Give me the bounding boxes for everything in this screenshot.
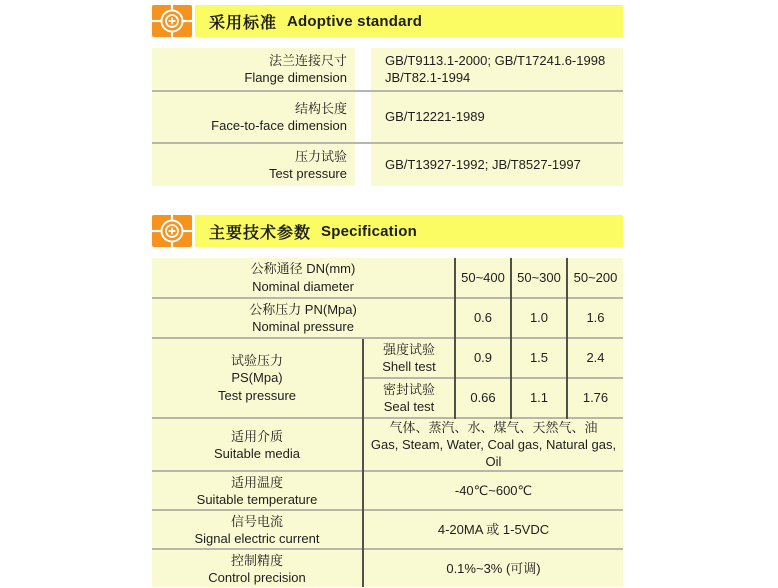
cell-value: 50~200 xyxy=(567,258,623,298)
value-suitable-temperature: -40℃~600℃ xyxy=(363,471,623,510)
table-row-control-precision xyxy=(152,549,623,587)
adoptive-standard-table xyxy=(152,48,623,186)
value-line: JB/T82.1-1994 xyxy=(385,70,471,85)
cell-value: 1.6 xyxy=(567,298,623,338)
value-line: GB/T13927-1992; JB/T8527-1997 xyxy=(385,157,581,173)
label-en: Seal test xyxy=(383,399,435,414)
table-row-signal-current xyxy=(152,510,623,549)
column-gap xyxy=(355,91,371,143)
label-zh: 结构长度 xyxy=(294,100,347,116)
section-specification xyxy=(152,215,623,587)
row-value-flange xyxy=(371,48,623,91)
label-en: Suitable media xyxy=(214,445,300,461)
section-title-bar xyxy=(195,215,623,247)
table-row-suitable-media xyxy=(152,418,623,471)
label-zh: 适用温度 xyxy=(230,474,283,490)
section-title-zh: 采用标准 xyxy=(209,14,278,32)
label-zh: 公称压力 PN(Mpa) xyxy=(249,301,357,317)
label-zh: 信号电流 xyxy=(230,513,283,529)
section-header xyxy=(152,5,623,37)
label-en: Face-to-face dimension xyxy=(211,118,347,133)
cell-value: 50~300 xyxy=(511,258,567,298)
column-gap xyxy=(355,48,371,91)
label-nominal-diameter xyxy=(152,258,455,298)
table-row xyxy=(152,48,623,91)
value-line: GB/T9113.1-2000; GB/T17241.6-1998 xyxy=(385,52,606,68)
cell-value: 1.0 xyxy=(511,298,567,338)
column-gap xyxy=(355,143,371,186)
section-title-bar xyxy=(195,5,623,37)
value-zh: 气体、蒸汽、水、煤气、天然气、油 xyxy=(389,420,598,435)
section-title-en: Specification xyxy=(321,222,417,240)
value-line: GB/T12221-1989 xyxy=(385,109,485,125)
table-row-shell-test xyxy=(152,338,623,378)
label-en: Nominal pressure xyxy=(252,319,354,334)
cell-value: 0.6 xyxy=(455,298,511,338)
label-en: Flange dimension xyxy=(244,70,347,85)
table-row-nominal-pressure xyxy=(152,298,623,338)
row-value-face-to-face xyxy=(371,91,623,143)
cell-value: 50~400 xyxy=(455,258,511,298)
label-en: Test pressure xyxy=(268,166,347,181)
cell-value: 1.5 xyxy=(511,338,567,378)
cell-value: 1.1 xyxy=(511,378,567,418)
label-en: Suitable temperature xyxy=(196,491,318,507)
value-control-precision: 0.1%~3% (可调) xyxy=(363,549,623,587)
valve-target-icon xyxy=(152,215,192,247)
label-seal-test xyxy=(363,378,455,418)
label-en: Control precision xyxy=(208,569,306,585)
label-en: Test pressure xyxy=(217,387,297,403)
table-row xyxy=(152,143,623,186)
label-zh: 密封试验 xyxy=(382,381,435,397)
table-row xyxy=(152,91,623,143)
section-title-en: Adoptive standard xyxy=(287,12,423,30)
specification-table xyxy=(152,258,623,587)
label-suitable-temperature xyxy=(152,471,363,510)
label-control-precision xyxy=(152,549,363,587)
row-label-face-to-face xyxy=(152,91,355,143)
section-title-zh: 主要技术参数 xyxy=(209,224,312,242)
section-header xyxy=(152,215,623,247)
value-en: Gas, Steam, Water, Coal gas, Natural gas, Oil xyxy=(370,437,617,470)
row-label-test-pressure xyxy=(152,143,355,186)
label-zh: 试验压力 xyxy=(230,353,283,369)
label-nominal-pressure xyxy=(152,298,455,338)
label-zh: 适用介质 xyxy=(230,428,283,444)
label-en: Nominal diameter xyxy=(252,278,354,294)
label-en: Shell test xyxy=(382,359,436,374)
label-zh: 法兰连接尺寸 xyxy=(268,52,347,68)
row-value-test-pressure xyxy=(371,143,623,186)
table-row-nominal-diameter xyxy=(152,258,623,298)
value-suitable-media xyxy=(363,418,623,471)
label-suitable-media xyxy=(152,418,363,471)
label-zh: 强度试验 xyxy=(382,341,435,357)
label-signal-current xyxy=(152,510,363,549)
label-zh: 压力试验 xyxy=(294,148,347,164)
cell-value: 2.4 xyxy=(567,338,623,378)
label-zh: 控制精度 xyxy=(230,552,283,568)
row-label-flange xyxy=(152,48,355,91)
label-zh: 公称通径 DN(mm) xyxy=(250,261,356,277)
section-adoptive-standard xyxy=(152,5,623,186)
label-shell-test xyxy=(363,338,455,378)
value-signal-current: 4-20MA 或 1-5VDC xyxy=(363,510,623,549)
cell-value: 0.66 xyxy=(455,378,511,418)
label-en: Signal electric current xyxy=(194,530,320,546)
cell-value: 0.9 xyxy=(455,338,511,378)
label-mid: PS(Mpa) xyxy=(231,370,283,386)
valve-target-icon xyxy=(152,5,192,37)
table-row-suitable-temperature xyxy=(152,471,623,510)
label-test-pressure xyxy=(152,338,363,418)
cell-value: 1.76 xyxy=(567,378,623,418)
